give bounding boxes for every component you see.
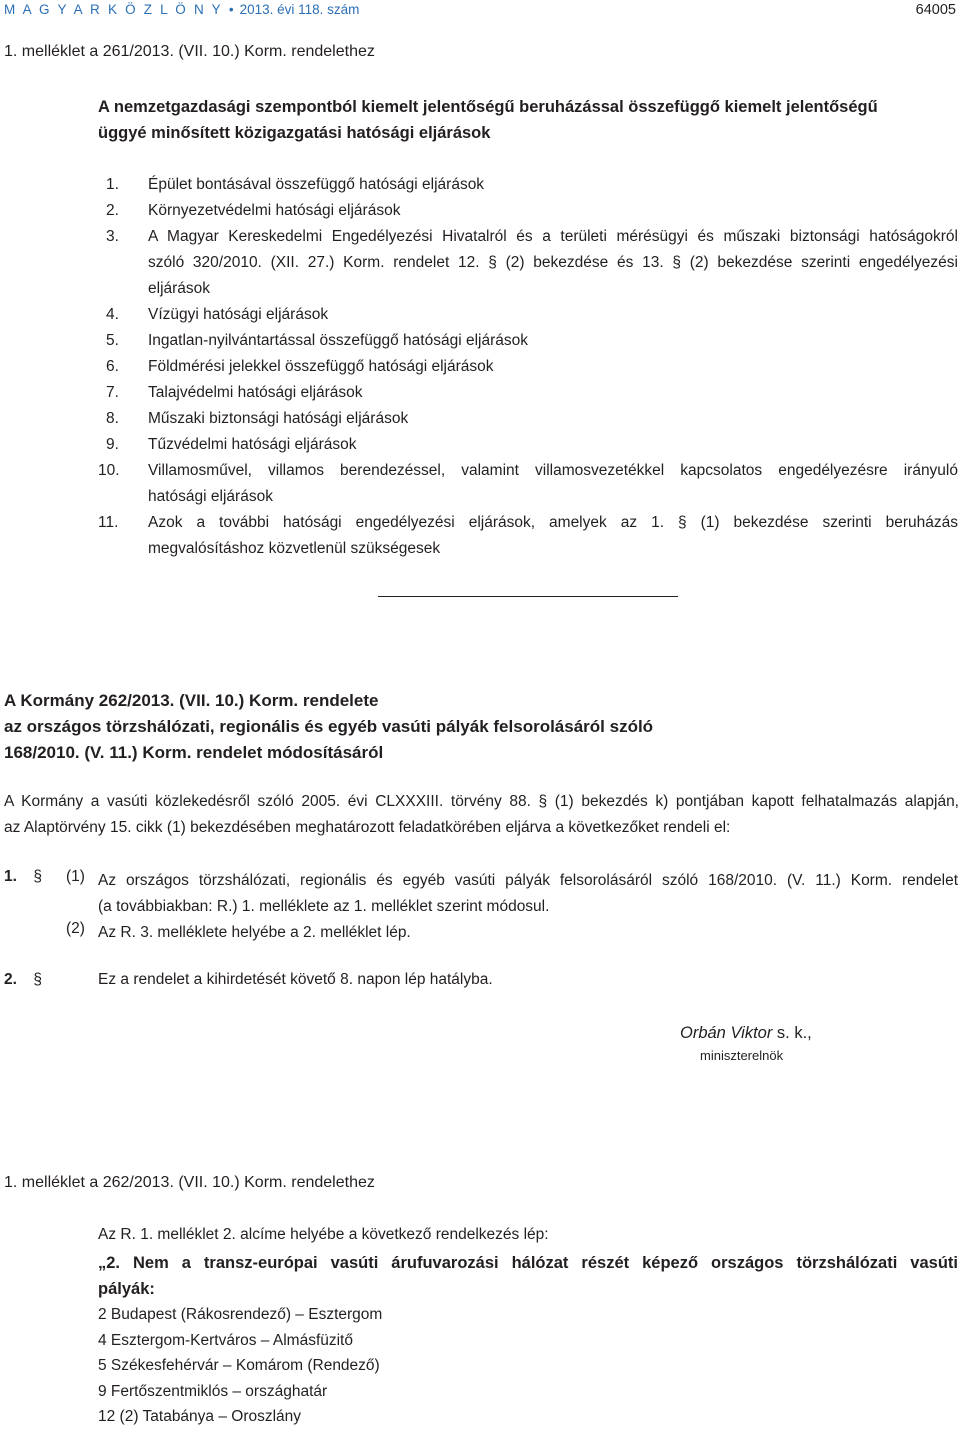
route-item: 2 Budapest (Rákosrendező) – Esztergom (98, 1306, 383, 1323)
list-item-text: Talajvédelmi hatósági eljárások (148, 384, 363, 401)
signature-suffix: s. k., (772, 1024, 812, 1042)
list-item-text: Környezetvédelmi hatósági eljárások (148, 202, 401, 219)
list-item (98, 354, 958, 380)
list-item (98, 198, 958, 224)
subsection-text (98, 868, 958, 920)
list-item-text: Ingatlan-nyilvántartással összefüggő hatósági eljárások (148, 332, 528, 349)
decree-title-line: 168/2010. (V. 11.) Korm. rendelet módosításáról (4, 743, 384, 762)
header-bullet: • (228, 2, 234, 17)
annex-title-line: üggyé minősített közigazgatási hatósági eljárások (98, 124, 491, 142)
list-item (98, 432, 958, 458)
journal-header (4, 2, 359, 17)
signature-name: Orbán Viktor (680, 1024, 773, 1042)
list-item-number: 8. (106, 410, 119, 427)
procedure-list (98, 172, 958, 562)
list-item-number: 10. (98, 462, 120, 479)
annex-title-line: A nemzetgazdasági szempontból kiemelt jelentőségű beruházással összefüggő kiemelt jelentőségű (98, 98, 878, 116)
annex-title (98, 94, 948, 146)
annex-subtitle-line: pályák: (98, 1280, 155, 1298)
subsection-line: (a továbbiakban: R.) 1. melléklete az 1. melléklet szerint módosul. (98, 898, 550, 915)
list-item-number: 5. (106, 332, 119, 349)
list-item-text: Földmérési jelekkel összefüggő hatósági eljárások (148, 358, 494, 375)
route-item: 5 Székesfehérvár – Komárom (Rendező) (98, 1357, 380, 1374)
list-item (98, 172, 958, 198)
annex-heading: 1. melléklet a 262/2013. (VII. 10.) Korm. rendelethez (4, 1174, 375, 1191)
list-item-text: Vízügyi hatósági eljárások (148, 306, 329, 323)
subsection-number: (2) (66, 920, 85, 937)
list-item-number: 9. (106, 436, 119, 453)
section-1 (4, 868, 42, 886)
list-item-text: Műszaki biztonsági hatósági eljárások (148, 410, 409, 427)
annex-subtitle-line: „2. Nem a transz-európai vasúti árufuvarozási hálózat részét képező országos törzshálózati vasúti (98, 1254, 958, 1272)
section-symbol: § (33, 868, 43, 885)
subsection-line: Az országos törzshálózati, regionális és egyéb vasúti pályák felsorolásáról szóló 168/2010. (V. 11.) Korm. rendelet (98, 872, 958, 889)
list-item-text: eljárások (148, 280, 211, 297)
list-item (98, 328, 958, 354)
annex-intro: Az R. 1. melléklet 2. alcíme helyébe a következő rendelkezés lép: (98, 1226, 549, 1243)
journal-name: M A G Y A R K Ö Z L Ö N Y (4, 2, 223, 17)
list-item-number: 1. (106, 176, 119, 193)
preamble-line: az Alaptörvény 15. cikk (1) bekezdésében meghatározott feladatkörében eljárva a következőket rendeli el: (4, 819, 731, 836)
decree-title-line: A Kormány 262/2013. (VII. 10.) Korm. rendelete (4, 691, 379, 710)
list-item (98, 224, 958, 302)
list-item-text: Tűzvédelmi hatósági eljárások (148, 436, 357, 453)
section-divider (378, 596, 678, 597)
list-item-text: Villamosművel, villamos berendezéssel, valamint villamosvezetékkel kapcsolatos engedélyezésre irányuló (148, 462, 958, 479)
issue-number: 2013. évi 118. szám (239, 2, 360, 17)
section-text: Ez a rendelet a kihirdetését követő 8. napon lép hatályba. (98, 971, 493, 988)
route-item: 9 Fertőszentmiklós – országhatár (98, 1382, 328, 1400)
signature-role: miniszterelnök (700, 1048, 784, 1063)
list-item-text: Épület bontásával összefüggő hatósági eljárások (148, 176, 485, 193)
annex-heading: 1. melléklet a 261/2013. (VII. 10.) Korm. rendelethez (4, 43, 375, 60)
list-item-number: 7. (106, 384, 119, 401)
list-item-number: 11. (98, 514, 119, 531)
route-list (98, 1302, 382, 1430)
list-item-number: 4. (106, 306, 119, 323)
decree-title-line: az országos törzshálózati, regionális és egyéb vasúti pályák felsorolásáról szóló (4, 717, 654, 736)
list-item (98, 406, 958, 432)
section-2 (4, 971, 42, 989)
list-item-number: 2. (106, 202, 119, 219)
section-number: 1. (4, 868, 17, 885)
page-number: 64005 (915, 2, 956, 18)
list-item (98, 510, 958, 562)
list-item-text: hatósági eljárások (148, 488, 273, 505)
route-item: 4 Esztergom-Kertváros – Almásfüzitő (98, 1331, 353, 1349)
section-symbol: § (33, 971, 43, 988)
subsection-text: Az R. 3. melléklete helyébe a 2. melléklet lép. (98, 924, 411, 941)
list-item-text: Azok a további hatósági engedélyezési eljárások, amelyek az 1. § (1) bekezdése szerinti beruházás (148, 514, 958, 531)
subsection-number: (1) (66, 868, 85, 885)
signature (680, 1024, 812, 1043)
preamble-line: A Kormány a vasúti közlekedésről szóló 2005. évi CLXXXIII. törvény 88. § (1) bekezdés k) pontjában kapott felhatalmazás alapján, (4, 793, 959, 810)
list-item (98, 458, 958, 510)
list-item-text: szóló 320/2010. (XII. 27.) Korm. rendelet 12. § (2) bekezdése és 13. § (2) bekezdése szerinti engedélyezési (148, 254, 958, 271)
list-item (98, 302, 958, 328)
list-item-number: 6. (106, 358, 119, 375)
annex-subtitle (98, 1250, 958, 1302)
list-item-number: 3. (106, 228, 119, 245)
route-item: 12 (2) Tatabánya – Oroszlány (98, 1408, 302, 1425)
preamble (4, 789, 959, 841)
decree-title (4, 688, 944, 766)
list-item (98, 380, 958, 406)
list-item-text: megvalósításhoz közvetlenül szükségesek (148, 540, 441, 557)
list-item-text: A Magyar Kereskedelmi Engedélyezési Hivatalról és a területi mérésügyi és műszaki biztonsági hatóságokról (148, 228, 958, 245)
section-number: 2. (4, 971, 17, 988)
